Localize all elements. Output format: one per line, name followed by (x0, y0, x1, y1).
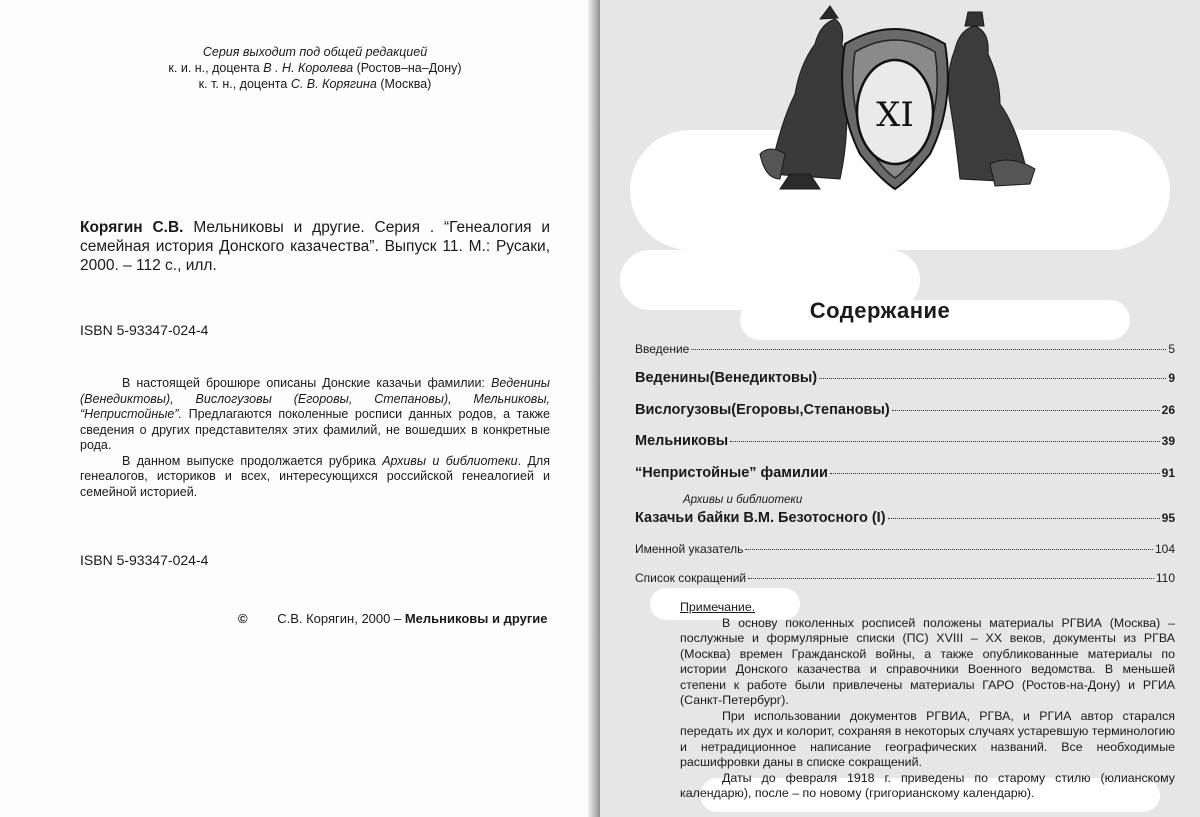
contents-heading: Содержание (809, 298, 951, 323)
toc-leader (745, 549, 1153, 550)
toc-leader (892, 410, 1160, 411)
toc-label: Казачьи байки В.М. Безотосного (I) (635, 510, 886, 526)
bibliographic-text: Мельниковы и другие. Серия . “Генеалогия и семейная история Донского казачества”. Выпуск 11. М.: Русаки, 2000. – 112 с., илл. (80, 219, 551, 274)
toc-label: “Непристойные” фамилии (635, 465, 828, 481)
annotation-p1-end: Предлагаются поколенные росписи данных родов, а также сведения о других представителях этих фамилий, не вошедших в конкретные рода. (80, 407, 550, 452)
toc-page: 39 (1161, 434, 1175, 448)
series-editors (150, 44, 480, 92)
toc-label: Вислогузовы(Егоровы,Степановы) (635, 402, 890, 418)
annotation-paragraph-2 (80, 454, 550, 501)
cossack-emblem-illustration (750, 4, 1040, 194)
toc-entry-introduction[interactable] (635, 342, 1175, 356)
toc-entry-melnikovy[interactable] (635, 433, 1175, 449)
toc-label: Введение (635, 342, 690, 356)
toc-page: 26 (1161, 403, 1175, 417)
toc-leader (730, 441, 1159, 442)
note-section (680, 600, 1175, 802)
toc-leader (830, 473, 1160, 474)
toc-leader (748, 578, 1154, 579)
series-line2-suffix: (Ростов–на–Дону) (356, 61, 462, 75)
isbn-bottom: ISBN 5-93347-024-4 (80, 552, 209, 568)
series-line2-prefix: к. и. н., доцента (168, 61, 260, 75)
note-paragraph-2: При использовании документов РГВИА, РГВА, и РГИА автор старался передать их дух и колорит, сохраняя в некоторых случаях устаревшую терминологию и нетрадиционное написание географических названий. Все необходимые расшифровки даны в списке сокращений. (680, 708, 1175, 769)
left-page (0, 0, 596, 817)
series-line3-name: С. В. Корягина (290, 77, 377, 91)
series-line1: Серия выходит под общей редакцией (202, 45, 428, 59)
annotation (80, 376, 550, 500)
toc-page: 110 (1155, 571, 1175, 585)
series-line3-suffix: (Москва) (380, 77, 432, 91)
toc-leader (819, 378, 1166, 379)
toc-entry-name-index[interactable] (635, 542, 1175, 556)
bibliographic-record (80, 218, 550, 275)
toc-label: Список сокращений (635, 571, 747, 585)
book-author: Корягин С.В. (80, 219, 184, 236)
toc-page: 9 (1168, 371, 1175, 385)
toc-leader (888, 518, 1160, 519)
copyright-text: С.В. Корягин, 2000 – (277, 611, 405, 626)
toc-page: 91 (1161, 466, 1175, 480)
toc-page: 95 (1161, 511, 1175, 525)
note-heading: Примечание. (680, 600, 756, 614)
annotation-p2-start: В данном выпуске продолжается рубрика (122, 453, 376, 468)
toc-label: Веденины(Венедиктовы) (635, 370, 818, 386)
toc-category-archives: Архивы и библиотеки (683, 494, 803, 506)
toc-leader (691, 349, 1166, 350)
toc-page: 5 (1168, 342, 1175, 356)
right-page (600, 0, 1200, 817)
series-line3-prefix: к. т. н., доцента (198, 77, 288, 91)
toc-entry-visloguzovy[interactable] (635, 402, 1175, 418)
annotation-paragraph-1 (80, 376, 550, 454)
annotation-p2-end: . Для генеалогов, историков и всех, интересующихся российской генеалогией и семейной историей. (80, 453, 550, 499)
annotation-p1-italic: Веденины (Венедиктовы), Вислогузовы (Егоровы, Степановы), Мельниковы, “Непристойные”. (80, 376, 550, 421)
copyright-title: Мельниковы и другие (404, 611, 548, 626)
toc-entry-kazachi-baiki[interactable] (635, 510, 1175, 526)
toc-entry-nepristoinye[interactable] (635, 465, 1175, 481)
copyright-symbol: © (238, 611, 248, 626)
toc-label: Мельниковы (635, 433, 729, 449)
annotation-p1-start: В настоящей брошюре описаны Донские казачьи фамилии: (122, 376, 485, 390)
toc-entry-vedeniny[interactable] (635, 370, 1175, 386)
note-paragraph-1: В основу поколенных росписей положены материалы РГВИА (Москва) – послужные и формулярные списки (ПС) XVIII – XX веков, документы из РГВА (Москва) времен Гражданской войны, а также опубликованные материалы по истории Донского казачества и справочники Военного ведомства. В меньшей степени к работе были привлечены материалы ГАРО (Ростов-на-Дону) и РГИА (Санкт-Петербург). (680, 615, 1175, 707)
copyright-line (238, 611, 547, 626)
toc-page: 104 (1154, 542, 1175, 556)
series-line2-name: В . Н. Королева (263, 61, 354, 75)
isbn-top: ISBN 5-93347-024-4 (80, 322, 209, 338)
roman-numeral: XI (876, 95, 914, 135)
annotation-p2-italic: Архивы и библиотеки (382, 453, 518, 468)
toc-label: Именной указатель (635, 542, 744, 556)
note-paragraph-3: Даты до февраля 1918 г. приведены по старому стилю (юлианскому календарю), после – по новому (григорианскому календарю). (680, 770, 1175, 800)
toc-entry-abbreviations[interactable] (635, 571, 1175, 585)
